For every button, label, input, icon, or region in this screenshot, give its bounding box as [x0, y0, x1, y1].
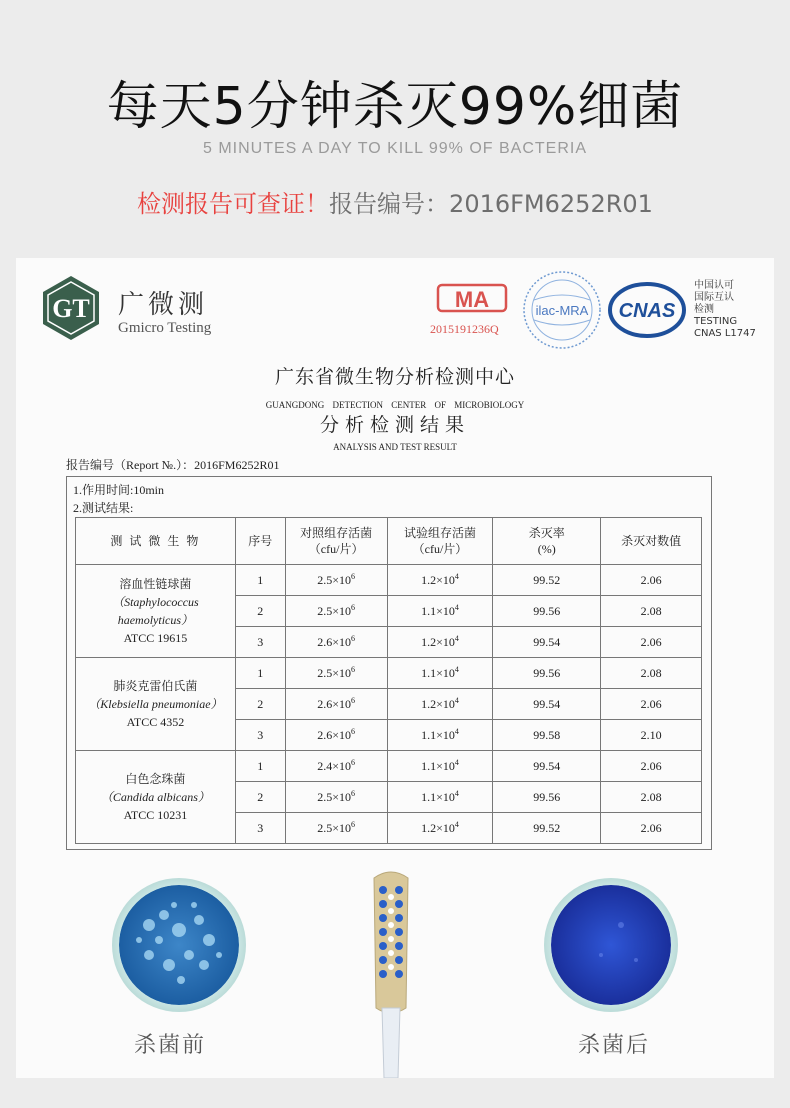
- organism-latin: （Klebsiella pneumoniae）: [88, 697, 223, 711]
- control-cell: $2.5\times 10^6$: [285, 813, 387, 844]
- org-name-en: GUANGDONG DETECTION CENTER OF MICROBIOLOGY: [265, 400, 525, 410]
- log-cell: 2.08: [601, 596, 702, 627]
- control-cell: $2.5\times 10^6$: [285, 782, 387, 813]
- control-cell: $2.5\times 10^6$: [285, 565, 387, 596]
- test-cell: $1.2\times 10^4$: [387, 689, 493, 720]
- organism-atcc: ATCC 10231: [123, 808, 188, 822]
- organism-cell: [76, 751, 236, 844]
- organism-name: 肺炎克雷伯氏菌: [113, 679, 198, 693]
- control-cell: $2.6\times 10^6$: [285, 689, 387, 720]
- test-cell: $1.1\times 10^4$: [387, 658, 493, 689]
- organism-atcc: ATCC 4352: [126, 715, 185, 729]
- rate-cell: 99.54: [493, 751, 601, 782]
- header-control: [285, 518, 387, 565]
- test-cell: $1.2\times 10^4$: [387, 627, 493, 658]
- results-table: [75, 517, 702, 844]
- result-title-en: ANALYSIS AND TEST RESULT: [333, 442, 457, 452]
- after-petri-dish-image: [551, 885, 671, 1005]
- organism-cell: [76, 658, 236, 751]
- control-cell: $2.6\times 10^6$: [285, 627, 387, 658]
- test-cell: $1.1\times 10^4$: [387, 782, 493, 813]
- cnas-text-block: [694, 280, 756, 340]
- seq-cell: 1: [235, 658, 285, 689]
- cnas-text-line: CNAS L1747: [694, 328, 756, 339]
- table-row: [76, 565, 702, 596]
- before-petri-dish-image: [119, 885, 239, 1005]
- rate-cell: 99.52: [493, 565, 601, 596]
- ilac-label: ilac-MRA: [535, 303, 589, 318]
- table-row: [76, 658, 702, 689]
- test-cell: $1.1\times 10^4$: [387, 751, 493, 782]
- header-control-unit: （cfu/片）: [308, 542, 364, 556]
- cnas-text-line: TESTING: [694, 316, 738, 327]
- log-cell: 2.06: [601, 565, 702, 596]
- action-time-note: 1.作用时间:10min: [73, 483, 165, 497]
- results-box: [66, 476, 712, 850]
- header-kill-rate-label: 杀灭率: [528, 526, 565, 540]
- log-cell: 2.06: [601, 751, 702, 782]
- seq-cell: 1: [235, 751, 285, 782]
- rate-cell: 99.56: [493, 658, 601, 689]
- log-cell: 2.06: [601, 627, 702, 658]
- rate-cell: 99.54: [493, 627, 601, 658]
- log-cell: 2.06: [601, 813, 702, 844]
- test-cell: $1.2\times 10^4$: [387, 565, 493, 596]
- seq-cell: 1: [235, 565, 285, 596]
- log-cell: 2.06: [601, 689, 702, 720]
- rate-cell: 99.54: [493, 689, 601, 720]
- rate-cell: 99.56: [493, 782, 601, 813]
- rate-cell: 99.52: [493, 813, 601, 844]
- header-control-label: 对照组存活菌: [300, 526, 373, 540]
- headline: 每天5分钟杀灭99%细菌: [106, 77, 684, 137]
- cnas-text-line: 检测: [694, 304, 714, 315]
- seq-cell: 3: [235, 720, 285, 751]
- cma-label: MA: [454, 287, 490, 312]
- test-results-note: 2.测试结果:: [73, 501, 134, 515]
- control-cell: $2.5\times 10^6$: [285, 596, 387, 627]
- cnas-cert-icon: [608, 282, 686, 338]
- header-test: [387, 518, 493, 565]
- test-cell: $1.2\times 10^4$: [387, 813, 493, 844]
- cnas-text-line: 国际互认: [694, 292, 734, 303]
- test-cell: $1.1\times 10^4$: [387, 596, 493, 627]
- header-test-label: 试验组存活菌: [403, 526, 476, 540]
- test-report-sheet: [16, 258, 774, 1078]
- logo-letters: GT: [52, 294, 90, 323]
- ilac-mra-cert-icon: [522, 270, 602, 350]
- organism-atcc: ATCC 19615: [123, 631, 188, 645]
- gmicro-logo-icon: [40, 274, 102, 342]
- toothbrush-icon: [356, 868, 426, 1078]
- seq-cell: 2: [235, 782, 285, 813]
- header-kill-rate: [493, 518, 601, 565]
- organism-name: 溶血性链球菌: [119, 577, 192, 591]
- organism-cell: [76, 565, 236, 658]
- rate-cell: 99.58: [493, 720, 601, 751]
- logo-cn-name: 广微测: [118, 290, 209, 320]
- report-number-text: 报告编号：2016FM6252R01: [329, 190, 653, 218]
- seq-cell: 2: [235, 689, 285, 720]
- table-header-row: [76, 518, 702, 565]
- organism-latin: （Staphylococcus haemolyticus）: [112, 595, 199, 627]
- header-seq: 序号: [235, 518, 285, 565]
- test-cell: $1.1\times 10^4$: [387, 720, 493, 751]
- control-cell: $2.6\times 10^6$: [285, 720, 387, 751]
- before-label: 杀菌前: [134, 1033, 207, 1058]
- report-number: 报告编号（Report №.）：2016FM6252R01: [66, 458, 280, 472]
- table-row: [76, 751, 702, 782]
- log-cell: 2.10: [601, 720, 702, 751]
- rate-cell: 99.56: [493, 596, 601, 627]
- seq-cell: 2: [235, 596, 285, 627]
- org-name-cn: 广东省微生物分析检测中心: [274, 366, 515, 388]
- control-cell: $2.5\times 10^6$: [285, 658, 387, 689]
- organism-latin: （Candida albicans）: [100, 790, 210, 804]
- after-label: 杀菌后: [578, 1033, 651, 1058]
- control-cell: $2.4\times 10^6$: [285, 751, 387, 782]
- log-cell: 2.08: [601, 782, 702, 813]
- organism-name: 白色念珠菌: [125, 772, 186, 786]
- logo-en-name: Gmicro Testing: [118, 320, 212, 336]
- header-test-unit: （cfu/片）: [412, 542, 468, 556]
- result-title-cn: 分析检测结果: [319, 414, 470, 436]
- header-organism: 测 试 微 生 物: [76, 518, 236, 565]
- report-line: [0, 184, 790, 219]
- subheadline: 5 MINUTES A DAY TO KILL 99% OF BACTERIA: [202, 140, 587, 157]
- cnas-text-line: 中国认可: [694, 280, 734, 291]
- log-cell: 2.08: [601, 658, 702, 689]
- seq-cell: 3: [235, 813, 285, 844]
- cma-cert-icon: [432, 282, 512, 314]
- seq-cell: 3: [235, 627, 285, 658]
- cma-code: 2015191236Q: [430, 322, 499, 336]
- report-verify-text: 检测报告可查证！: [137, 190, 330, 218]
- header-kill-rate-unit: (%): [537, 542, 556, 556]
- cnas-label: CNAS: [618, 300, 676, 322]
- header-log: 杀灭对数值: [601, 518, 702, 565]
